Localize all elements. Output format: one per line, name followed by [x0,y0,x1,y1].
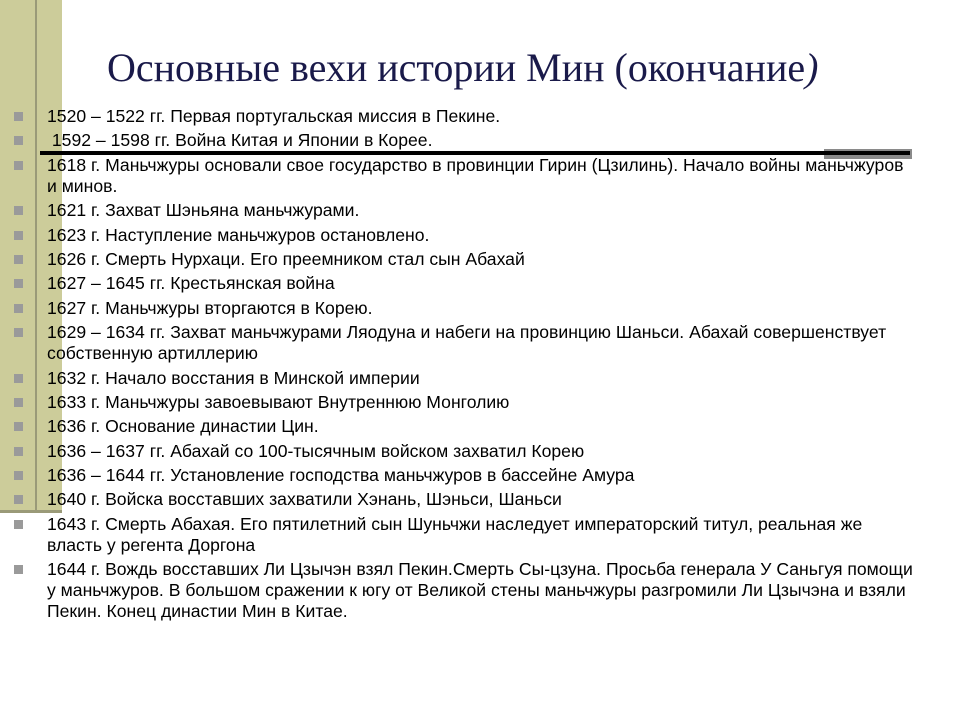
list-item [12,489,917,510]
bullet-icon [14,374,23,383]
list-item-text: 1636 г. Основание династии Цин. [47,416,319,437]
list-item-text: 1633 г. Маньчжуры завоевывают Внутреннюю Монголию [47,391,510,412]
slide-title [107,38,907,98]
list-item-text: 1627 – 1645 гг. Крестьянская война [47,273,335,294]
list-item [12,225,917,246]
bullet-icon [14,112,23,121]
list-item [12,273,917,294]
list-item [12,416,917,437]
list-item-text: 1623 г. Наступление маньчжуров остановлено. [47,224,430,245]
bullet-icon [14,398,23,407]
list-item-text: 1636 – 1637 гг. Абахай со 100-тысячным войском захватил Корею [47,440,585,461]
bullet-icon [14,206,23,215]
list-item [12,392,917,413]
list-item-text: 1629 – 1634 гг. Захват маньчжурами Ляодуна и набеги на провинцию Шаньси. Абахай совершенствует собственную артиллерию [47,322,887,364]
list-item [12,106,917,127]
list-item-text: 1520 – 1522 гг. Первая португальская миссия в Пекине. [47,106,501,126]
bullet-icon [14,136,23,145]
bullet-icon [14,304,23,313]
list-item [12,465,917,486]
bullet-icon [14,447,23,456]
list-item [12,249,917,270]
bullet-icon [14,255,23,264]
bullet-icon [14,422,23,431]
list-item-text: 1636 – 1644 гг. Установление господства маньчжуров в бассейне Амура [47,465,635,486]
timeline-list [12,106,917,626]
slide-title-text: Основные вехи истории Мин (окончание [107,45,806,90]
list-item-text: 1592 – 1598 гг. Война Китая и Японии в Корее. [47,130,433,151]
bullet-icon [14,328,23,337]
list-item [12,559,917,622]
list-item-text: 1632 г. Начало восстания в Минской империи [47,367,420,388]
list-item [12,322,917,364]
list-item [12,298,917,319]
list-item-text: 1644 г. Вождь восставших Ли Цзычэн взял Пекин.Смерть Сы-цзуна. Просьба генерала У Саньгуя помощи у маньчжуров. В большом сражении к югу от Великой стены маньчжуры разгромили Ли Цзычэна и взяли Пекин. Конец династии Мин в Китае. [47,559,913,622]
list-item [12,130,917,151]
bullet-icon [14,565,23,574]
list-item-text: 1626 г. Смерть Нурхаци. Его преемником стал сын Абахай [47,248,525,269]
list-item-text: 1621 г. Захват Шэньяна маньчжурами. [47,200,360,221]
list-item-text: 1643 г. Смерть Абахая. Его пятилетний сын Шуньчжи наследует императорский титул, реальная же власть у регента Доргона [47,513,863,555]
list-item [12,200,917,221]
list-item-text: 1640 г. Войска восставших захватили Хэнань, Шэньси, Шаньси [47,489,562,510]
bullet-icon [14,161,23,170]
bullet-icon [14,279,23,288]
list-item-text: 1618 г. Маньчжуры основали свое государство в провинции Гирин (Цзилинь). Начало войны маньчжуров и минов. [47,154,904,196]
bullet-icon [14,471,23,480]
list-item [12,368,917,389]
list-item-text: 1627 г. Маньчжуры вторгаются в Корею. [47,297,373,318]
bullet-icon [14,520,23,529]
list-item [12,514,917,556]
slide-title-close: ) [805,45,819,90]
list-item [12,441,917,462]
list-item [12,155,917,197]
bullet-icon [14,495,23,504]
bullet-icon [14,231,23,240]
